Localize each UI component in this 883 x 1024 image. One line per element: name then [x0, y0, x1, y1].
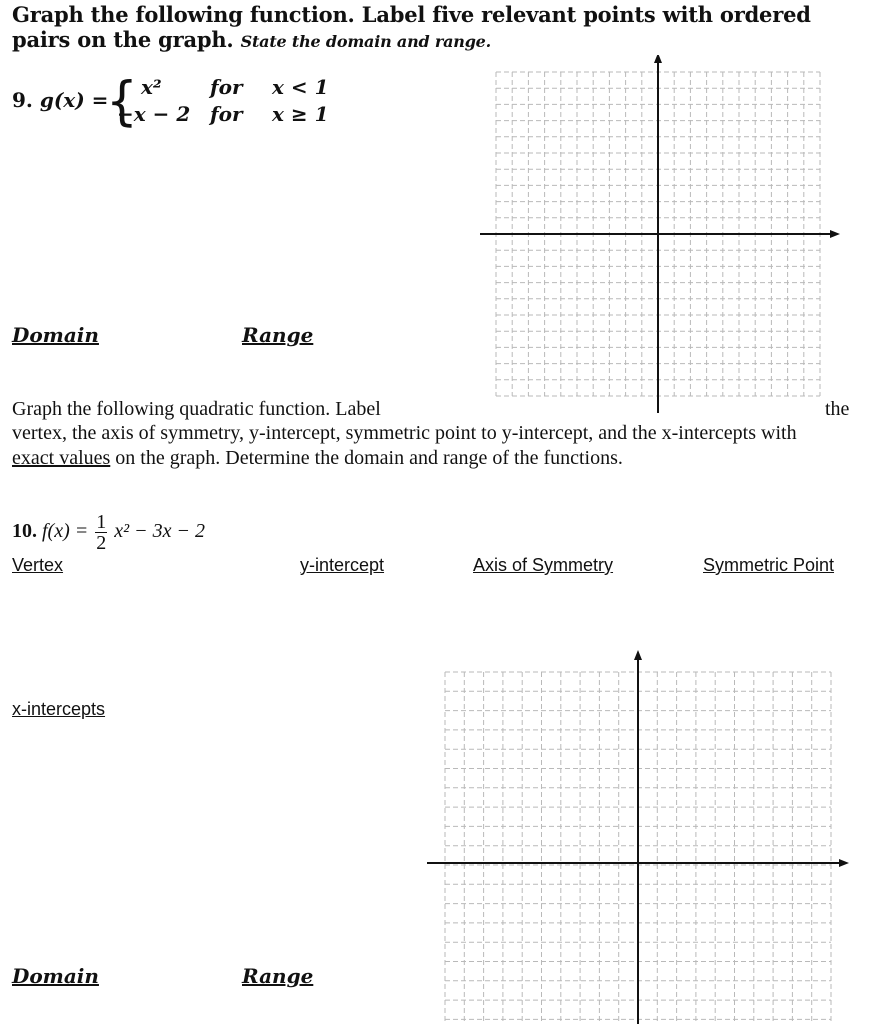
x-intercepts-label: x-intercepts	[12, 699, 106, 719]
problem-10-number: 10.	[12, 520, 37, 543]
instructions-line1-end: the	[825, 398, 850, 420]
q9-domain-label: Domain	[12, 323, 99, 347]
instructions-paragraph	[12, 397, 850, 470]
problem-9-label	[12, 88, 108, 112]
problem-10-function	[12, 512, 205, 553]
y-axis-arrow	[634, 650, 642, 660]
problem-9-number: 9.	[12, 88, 33, 112]
instructions-line1-start: Graph the following quadratic function. Label	[12, 398, 381, 420]
instructions-rest-1: vertex, the axis of symmetry, y-intercept, symmetric point to y-intercept, and the x-intercepts with	[12, 422, 797, 444]
piece-1-condition: x < 1	[272, 75, 329, 99]
q10-domain-label: Domain	[12, 964, 99, 988]
piece-2-condition: x ≥ 1	[272, 102, 329, 126]
title-subtitle: State the domain and range.	[240, 32, 492, 51]
axis-of-symmetry-label: Axis of Symmetry	[473, 555, 614, 575]
y-intercept-label: y-intercept	[300, 555, 385, 575]
fraction-denominator: 2	[96, 532, 107, 554]
coordinate-grid-2	[425, 650, 855, 1024]
page-title	[12, 2, 872, 54]
instructions-exact-values: exact values	[12, 446, 111, 469]
piece-2-for: for	[210, 102, 243, 126]
problem-10-rest: x² − 3x − 2	[114, 520, 205, 543]
piece-1-expression: x²	[141, 75, 162, 99]
fraction-numerator: 1	[96, 511, 107, 533]
y-axis-arrow	[654, 55, 662, 63]
symmetric-point-label: Symmetric Point	[703, 555, 835, 575]
problem-10-lhs: f(x) =	[42, 520, 89, 543]
q10-range-label: Range	[242, 964, 314, 988]
fraction-one-half	[95, 512, 107, 553]
x-axis-arrow	[839, 859, 849, 867]
piece-1-for: for	[210, 75, 243, 99]
coordinate-grid-1	[478, 55, 840, 415]
q9-range-label: Range	[242, 323, 314, 347]
piece-2-expression: −x − 2	[117, 102, 191, 126]
vertex-label: Vertex	[12, 555, 64, 575]
title-main: Graph the following function. Label five relevant points with ordered pairs on the graph.	[12, 2, 811, 52]
instructions-rest-2: on the graph. Determine the domain and range of the functions.	[115, 446, 623, 469]
x-axis-arrow	[830, 230, 840, 238]
piecewise-brace: {	[106, 70, 138, 132]
problem-9-function-name: g(x) =	[39, 88, 109, 112]
